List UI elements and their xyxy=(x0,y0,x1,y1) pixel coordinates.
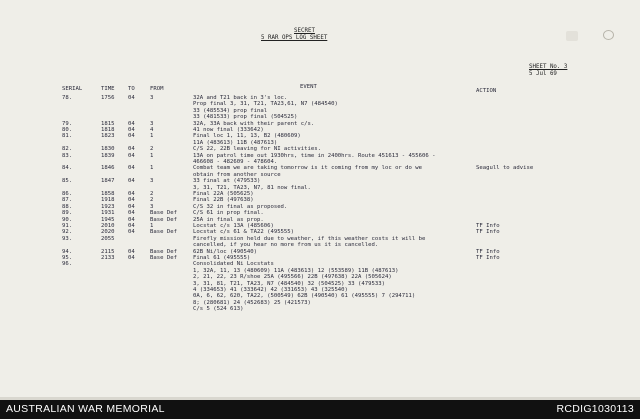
event-line: Final loc 1, 11, 13, B2 (480609) xyxy=(193,133,301,140)
event-line: Combat team we are taking tomorrow is it coming from my loc or do we xyxy=(193,165,423,172)
to-cell: 04 xyxy=(128,223,135,229)
time-cell: 1923 xyxy=(101,203,115,210)
serial-cell: 90. xyxy=(62,216,73,223)
event-line: 41 now final (333642) xyxy=(193,127,264,133)
from-cell: 2 xyxy=(150,197,154,204)
time-cell: 2010 xyxy=(101,223,115,229)
from-cell: 4 xyxy=(150,127,154,133)
serial-cell: 81. xyxy=(62,133,73,140)
event-line: Final 61 (495555) xyxy=(193,255,251,261)
event-line: Locstat c/s 61 & TA22 (495555) xyxy=(193,229,295,236)
event-line: 13A on patrol time out 1930hrs, time in 2400hrs. Route 451613 - 455606 - xyxy=(193,152,436,159)
time-cell: 1858 xyxy=(101,191,115,197)
event-line: 25A in final as prop. xyxy=(193,216,264,223)
to-cell: 04 xyxy=(128,210,135,217)
time-cell: 2020 xyxy=(101,229,115,236)
to-cell: 04 xyxy=(128,191,135,197)
from-cell: Base Def xyxy=(150,210,177,217)
col-header-event: EVENT xyxy=(300,84,317,90)
action-cell: TF Info xyxy=(476,223,500,229)
to-cell: 04 xyxy=(128,203,135,210)
event-line: 62B Ni/loc (490540) xyxy=(193,248,257,255)
serial-cell: 87. xyxy=(62,197,73,204)
from-cell: 1 xyxy=(150,165,154,172)
event-line: C/S 32 in final as proposed. xyxy=(193,203,288,210)
from-cell: 1 xyxy=(150,152,154,159)
serial-cell: 83. xyxy=(62,152,73,159)
event-line: Prop final 3, 31, T21, TA23,61, N7 (484540) xyxy=(193,101,338,108)
serial-cell: 95. xyxy=(62,255,73,261)
from-cell: 3 xyxy=(150,203,154,210)
time-cell: 1931 xyxy=(101,210,115,217)
footer-record-id: RCDIG1030113 xyxy=(556,403,634,415)
to-cell: 04 xyxy=(128,197,135,204)
to-cell: 04 xyxy=(128,229,135,236)
event-line: obtain from another source xyxy=(193,171,281,178)
time-cell: 2133 xyxy=(101,255,115,261)
event-line: 2, 21, 22, 23 R/shoe 25A (495566) 22B (497638) 22A (505624) xyxy=(193,274,392,281)
col-header-time: TIME xyxy=(101,86,115,92)
from-cell: Base Def xyxy=(150,229,177,236)
to-cell: 04 xyxy=(128,133,135,140)
classification-title: SECRET xyxy=(294,28,315,34)
serial-cell: 94. xyxy=(62,248,73,255)
time-cell: 2115 xyxy=(101,248,115,255)
col-header-serial: SERIAL xyxy=(62,86,83,92)
time-cell: 1847 xyxy=(101,178,115,185)
event-line: cancelled, if you hear no more from us it is cancelled. xyxy=(193,242,379,249)
event-line: 8; (280681) 24 (452683) 25 (421573) xyxy=(193,299,311,306)
to-cell: 04 xyxy=(128,146,135,153)
sheet-number: SHEET No. 3 xyxy=(529,64,568,70)
serial-cell: 82. xyxy=(62,146,73,153)
serial-cell: 84. xyxy=(62,165,73,172)
to-cell: 04 xyxy=(128,165,135,172)
from-cell: Base Def xyxy=(150,255,177,261)
to-cell: 04 xyxy=(128,216,135,223)
event-line: 1, 32A, 11, 13 (480609) 11A (483613) 12 (553589) 11B (487613) xyxy=(193,267,399,274)
archive-footer xyxy=(0,400,640,419)
event-line: 33 final at (479533) xyxy=(193,178,261,185)
event-line: Locstat c/s 13A (485606) xyxy=(193,223,274,229)
to-cell: 04 xyxy=(128,95,135,101)
action-cell: TF Info xyxy=(476,229,500,236)
event-line: 32A and T21 back in 3's loc. xyxy=(193,95,288,101)
col-header-to: TO xyxy=(128,86,135,92)
action-cell: Seagull to advise xyxy=(476,165,534,172)
time-cell: 1823 xyxy=(101,133,115,140)
from-cell: Base Def xyxy=(150,216,177,223)
to-cell: 04 xyxy=(128,248,135,255)
paper-clip-mark xyxy=(566,31,578,41)
serial-cell: 78. xyxy=(62,95,73,101)
event-line: 3, 31, T21, TA23, N7, 81 now final. xyxy=(193,184,311,191)
from-cell: 3 xyxy=(150,120,154,127)
punch-mark xyxy=(603,30,614,40)
event-line: Final 22B (497638) xyxy=(193,197,254,204)
event-line: 32A, 33A back with their parent c/s. xyxy=(193,120,315,127)
serial-cell: 93. xyxy=(62,235,73,242)
serial-cell: 89. xyxy=(62,210,73,217)
from-cell: 1 xyxy=(150,133,154,140)
col-header-from: FROM xyxy=(150,86,164,92)
to-cell: 04 xyxy=(128,127,135,133)
time-cell: 1918 xyxy=(101,197,115,204)
from-cell: 2 xyxy=(150,191,154,197)
event-line: Firefly mission held due to weather, if this weather costs it will be xyxy=(193,235,426,242)
from-cell: 3 xyxy=(150,178,154,185)
sheet-subtitle: 5 RAR OPS LOG SHEET xyxy=(261,35,328,41)
event-line: 0A, 6, 62, 620, TA22, (500549) 62B (490540) 61 (495555) 7 (294711) xyxy=(193,293,416,300)
time-cell: 1818 xyxy=(101,127,115,133)
event-line: 4 (334653) 41 (333642) 42 (331653) 43 (325540) xyxy=(193,287,348,293)
serial-cell: 86. xyxy=(62,191,73,197)
event-line: Consolidated Ni Locstats xyxy=(193,261,274,268)
col-header-action: ACTION xyxy=(476,88,497,94)
from-cell: Base Def xyxy=(150,248,177,255)
event-line: 33 (481533) prop final (504525) xyxy=(193,114,298,121)
time-cell: 1756 xyxy=(101,95,115,101)
time-cell: 1830 xyxy=(101,146,115,153)
event-line: C/s 5 (524 613) xyxy=(193,306,244,313)
from-cell: 2 xyxy=(150,146,154,153)
from-cell: 1 xyxy=(150,223,154,229)
footer-institution: AUSTRALIAN WAR MEMORIAL xyxy=(6,403,165,415)
event-line: Final 22A (505625) xyxy=(193,191,254,197)
event-line: 466608 - 482609 - 478604. xyxy=(193,159,278,165)
to-cell: 04 xyxy=(128,152,135,159)
event-line: C/S 22, 22B leaving for NI activities. xyxy=(193,146,321,153)
serial-cell: 91. xyxy=(62,223,73,229)
serial-cell: 88. xyxy=(62,203,73,210)
serial-cell: 80. xyxy=(62,127,73,133)
event-line: C/S 61 in prop final. xyxy=(193,210,264,217)
action-cell: TF Info xyxy=(476,255,500,261)
time-cell: 1945 xyxy=(101,216,115,223)
time-cell: 1839 xyxy=(101,152,115,159)
event-line: 3, 31, 81, T21, TA23, N7 (484540) 32 (504525) 33 (479533) xyxy=(193,280,385,287)
to-cell: 04 xyxy=(128,178,135,185)
sheet-date: 5 Jul 69 xyxy=(529,71,557,77)
serial-cell: 79. xyxy=(62,120,73,127)
event-line: 33 (485534) prop final xyxy=(193,107,268,114)
serial-cell: 96. xyxy=(62,261,73,268)
action-cell: TF Info xyxy=(476,248,500,255)
time-cell: 1815 xyxy=(101,120,115,127)
event-line: 11A (483613) 11B (487613) xyxy=(193,139,278,146)
serial-cell: 85. xyxy=(62,178,73,185)
to-cell: 04 xyxy=(128,120,135,127)
serial-cell: 92. xyxy=(62,229,73,236)
time-cell: 1846 xyxy=(101,165,115,172)
to-cell: 04 xyxy=(128,255,135,261)
from-cell: 3 xyxy=(150,95,154,101)
time-cell: 2055 xyxy=(101,235,115,242)
